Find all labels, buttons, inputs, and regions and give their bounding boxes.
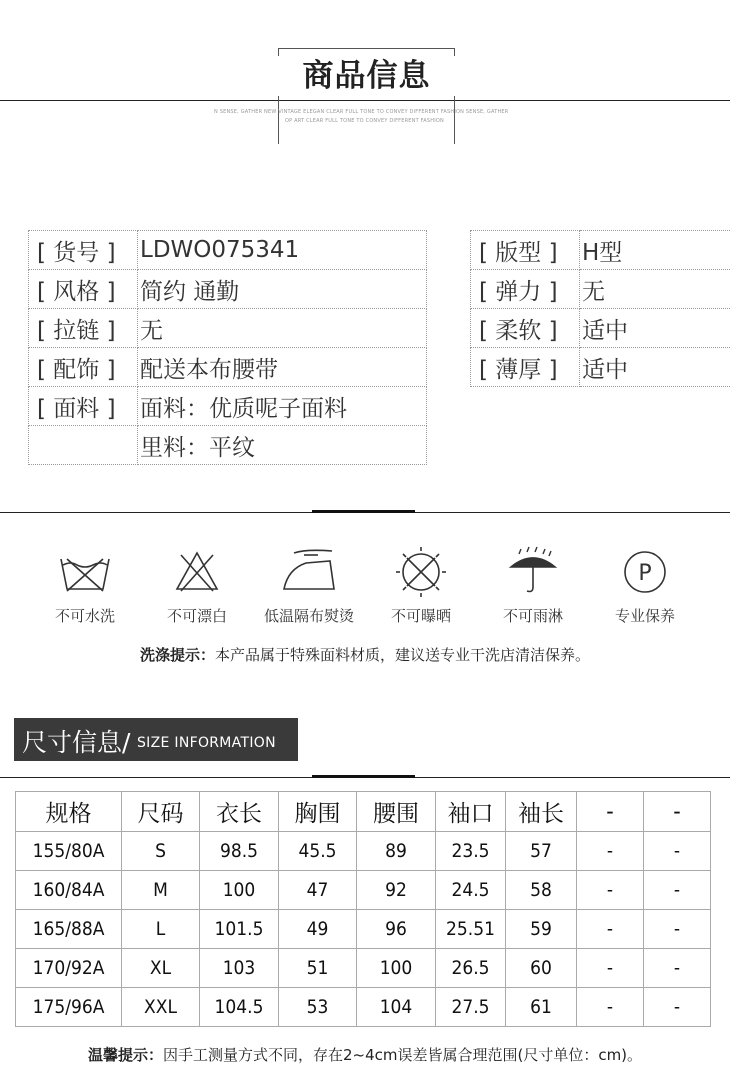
table-cell: - (577, 871, 644, 910)
column-header: 袖口 (436, 792, 506, 832)
table-cell: - (644, 910, 711, 949)
spec-key: [ 风格 ] (29, 270, 138, 309)
spec-key: [ 弹力 ] (471, 270, 580, 309)
table-row (16, 871, 711, 910)
column-header: 尺码 (122, 792, 200, 832)
table-cell: - (644, 871, 711, 910)
table-cell: 98.5 (200, 832, 279, 871)
spec-value: 面料：优质呢子面料 (138, 387, 427, 426)
table-cell: 57 (506, 832, 577, 871)
size-banner-cn: 尺寸信息/ (22, 728, 131, 757)
column-header: 腰围 (357, 792, 436, 832)
spec-key: [ 拉链 ] (29, 309, 138, 348)
table-cell: - (577, 988, 644, 1027)
spec-key: [ 柔软 ] (471, 309, 580, 348)
column-header: 袖长 (506, 792, 577, 832)
column-header: 衣长 (200, 792, 279, 832)
table-cell: M (122, 871, 200, 910)
care-label: 不可雨淋 (502, 607, 563, 625)
table-cell: 47 (279, 871, 357, 910)
warm-tip-title: 温馨提示： (87, 1046, 163, 1064)
spec-row (29, 270, 427, 309)
spec-value: 适中 (580, 348, 730, 387)
care-tip (0, 644, 730, 665)
spec-value: 配送本布腰带 (138, 348, 427, 387)
care-item-no-rain (478, 545, 588, 626)
spec-value: 简约 通勤 (138, 270, 427, 309)
spec-table-left (28, 230, 427, 465)
care-tip-title: 洗涤提示： (139, 646, 215, 664)
no-wash-icon (55, 545, 115, 597)
spec-row (29, 426, 427, 465)
svg-text:P: P (638, 561, 652, 586)
table-cell: 175/96A (16, 988, 122, 1027)
table-cell: 100 (357, 949, 436, 988)
tagline-line-2: OP ART CLEAR FULL TONE TO CONVEY DIFFERENT FASHION (285, 118, 444, 124)
spec-row (29, 387, 427, 426)
table-cell: 25.51 (436, 910, 506, 949)
care-item-no-bleach (142, 545, 252, 626)
table-cell: 53 (279, 988, 357, 1027)
table-cell: 61 (506, 988, 577, 1027)
size-banner (14, 718, 298, 761)
spec-value: 无 (580, 270, 730, 309)
column-header: 规格 (16, 792, 122, 832)
table-cell: 160/84A (16, 871, 122, 910)
spec-table-right (470, 230, 730, 387)
spec-row (471, 231, 730, 270)
table-cell: - (577, 832, 644, 871)
column-header: 胸围 (279, 792, 357, 832)
spec-row (471, 348, 730, 387)
table-cell: 165/88A (16, 910, 122, 949)
care-label: 专业保养 (614, 607, 675, 625)
spec-value: 适中 (580, 309, 730, 348)
table-cell: - (577, 949, 644, 988)
spec-key: [ 面料 ] (29, 387, 138, 426)
professional-dryclean-icon (615, 545, 675, 597)
spec-key: [ 薄厚 ] (471, 348, 580, 387)
table-cell: - (644, 988, 711, 1027)
column-header: - (644, 792, 711, 832)
spec-row (471, 270, 730, 309)
spec-value: 里料：平纹 (138, 426, 427, 465)
table-cell: - (644, 832, 711, 871)
care-label: 不可水洗 (54, 607, 115, 625)
care-divider-accent (312, 510, 415, 513)
low-iron-icon (274, 545, 344, 597)
table-cell: - (577, 910, 644, 949)
size-table (15, 791, 711, 1027)
size-table-header (16, 792, 711, 832)
care-label: 低温隔布熨烫 (263, 607, 354, 625)
spec-value: LDWO075341 (138, 231, 427, 270)
tagline-line-1: N SENSE, GATHER NEW VINTAGE ELEGAN CLEAR FULL TONE TO CONVEY DIFFERENT FASHION SENSE, GATHER (214, 109, 509, 115)
table-cell: 49 (279, 910, 357, 949)
care-item-professional (590, 545, 700, 626)
spec-row (471, 309, 730, 348)
care-label: 不可漂白 (166, 607, 227, 625)
column-header: - (577, 792, 644, 832)
no-sun-icon (391, 545, 451, 597)
table-cell: 58 (506, 871, 577, 910)
table-cell: XXL (122, 988, 200, 1027)
table-row (16, 832, 711, 871)
table-row (16, 910, 711, 949)
spec-key (29, 426, 138, 465)
table-cell: 104 (357, 988, 436, 1027)
table-cell: 104.5 (200, 988, 279, 1027)
size-divider-accent (312, 775, 415, 778)
table-cell: 103 (200, 949, 279, 988)
warm-tip (0, 1044, 730, 1065)
spec-value: H型 (580, 231, 730, 270)
table-cell: 51 (279, 949, 357, 988)
table-cell: 59 (506, 910, 577, 949)
care-tip-text: 本产品属于特殊面料材质，建议送专业干洗店清洁保养。 (215, 646, 591, 664)
spec-key: [ 配饰 ] (29, 348, 138, 387)
care-label: 不可曝晒 (390, 607, 451, 625)
warm-tip-text: 因手工测量方式不同，存在2~4cm误差皆属合理范围(尺寸单位：cm)。 (162, 1046, 643, 1064)
table-cell: 96 (357, 910, 436, 949)
table-cell: 89 (357, 832, 436, 871)
page-title: 商品信息 (278, 56, 455, 96)
no-bleach-icon (167, 545, 227, 597)
table-cell: 92 (357, 871, 436, 910)
table-cell: 23.5 (436, 832, 506, 871)
care-item-no-wash (30, 545, 140, 626)
table-cell: XL (122, 949, 200, 988)
spec-value: 无 (138, 309, 427, 348)
spec-row (29, 348, 427, 387)
size-banner-en: SIZE INFORMATION (137, 735, 276, 751)
spec-row (29, 309, 427, 348)
care-item-low-iron (254, 545, 364, 626)
care-item-no-sun (366, 545, 476, 626)
table-cell: 24.5 (436, 871, 506, 910)
table-row (16, 988, 711, 1027)
table-row (16, 949, 711, 988)
no-rain-icon (503, 545, 563, 597)
table-cell: - (644, 949, 711, 988)
table-cell: 27.5 (436, 988, 506, 1027)
spec-key: [ 货号 ] (29, 231, 138, 270)
table-cell: 155/80A (16, 832, 122, 871)
table-cell: 26.5 (436, 949, 506, 988)
table-cell: 60 (506, 949, 577, 988)
table-cell: 170/92A (16, 949, 122, 988)
table-cell: L (122, 910, 200, 949)
spec-row (29, 231, 427, 270)
spec-key: [ 版型 ] (471, 231, 580, 270)
table-cell: 101.5 (200, 910, 279, 949)
table-cell: 100 (200, 871, 279, 910)
table-cell: S (122, 832, 200, 871)
table-cell: 45.5 (279, 832, 357, 871)
